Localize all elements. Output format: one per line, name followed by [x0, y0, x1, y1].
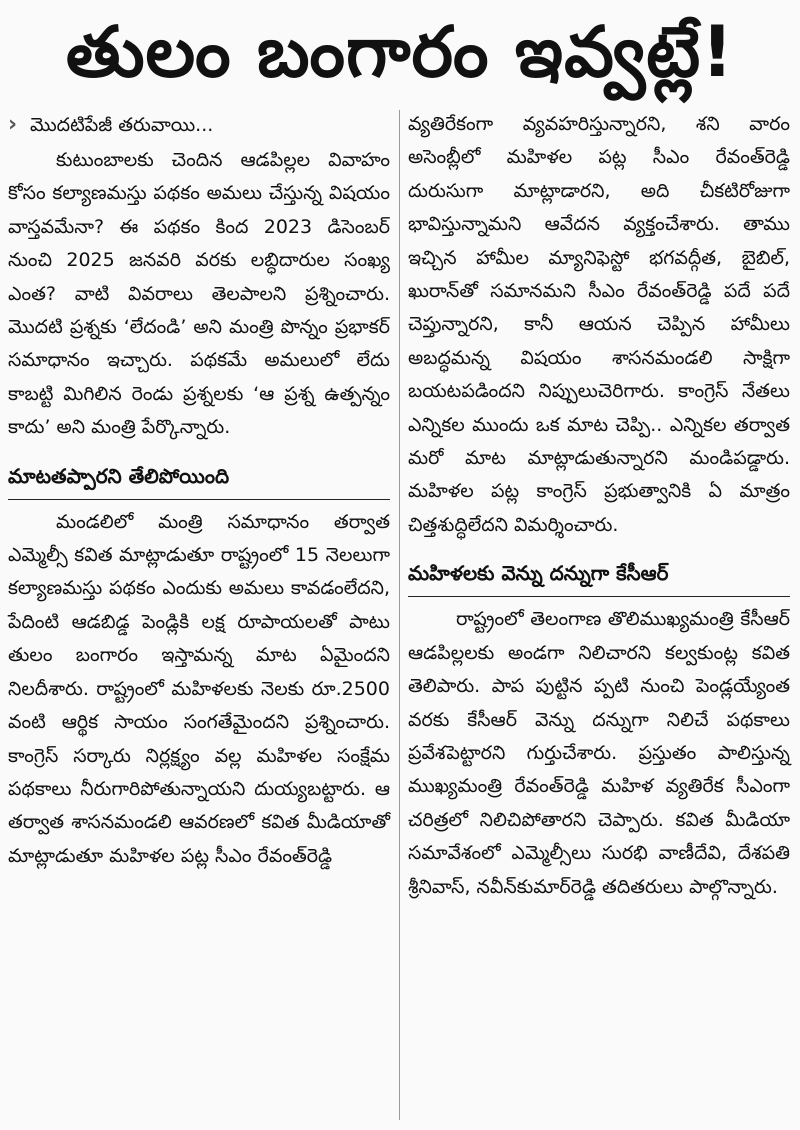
paragraph: కుటుంబాలకు చెందిన ఆడపిల్లల వివాహం కోసం కల్యాణమస్తు పథకం అమలు చేస్తున్న విషయం వాస్తవమేనా? ఈ పథకం కింద 2023 డిసెంబర్ నుంచి 2025 జనవరి వరకు లబ్ధిదారుల సంఖ్య ఎంత? వాటి వివరాలు తెలపాలని ప్రశ్నించారు. మొదటి ప్రశ్నకు ‘లేదండి’ అని మంత్రి పొన్నం ప్రభాకర్ సమాధానం ఇచ్చారు. పథకమే అమలులో లేదు కాబట్టి మిగిలిన రెండు ప్రశ్నలకు ‘ఆ ప్రశ్న ఉత్పన్నం కాదు’ అని మంత్రి పేర్కొన్నారు.: [8, 149, 390, 439]
right-column: [408, 108, 790, 904]
paragraph: మండలిలో మంత్రి సమాధానం తర్వాత ఎమ్మెల్సీ కవిత మాట్లాడుతూ రాష్ట్రంలో 15 నెలలుగా కల్యాణమస్తు పథకం ఎందుకు అమలు కావడంలేదని, పేదింటి ఆడబిడ్డ పెండ్లికి లక్ష రూపాయలతో పాటు తులం బంగారం ఇస్తామన్న మాట ఏమైందని నిలదీశారు. రాష్ట్రంలో మహిళలకు నెలకు రూ.2500 వంటి ఆర్థిక సాయం సంగతేమైందని ప్రశ్నించారు. కాంగ్రెస్ సర్కారు నిర్లక్ష్యం వల్ల మహిళల సంక్షేమ పథకాలు నీరుగారిపోతున్నాయని దుయ్యబట్టారు. ఆ తర్వాత శాసనమండలి ఆవరణలో కవిత మీడియాతో మాట్లాడుతూ మహిళల పట్ల సీఎం రేవంత్‌రెడ్డి: [8, 510, 390, 867]
continuation-label: మొదటిపేజీ తరువాయి...: [30, 114, 214, 136]
left-column: [8, 108, 390, 873]
paragraph: రాష్ట్రంలో తెలంగాణ తొలిముఖ్యమంత్రి కేసీఆర్ ఆడపిల్లలకు అండగా నిలిచారని కల్వకుంట్ల కవిత తెలిపారు. పాప పుట్టిన ప్పటి నుంచి పెండ్లయ్యేంత వరకు కేసీఆర్ వెన్ను దన్నుగా నిలిచే పథకాలు ప్రవేశపెట్టారని గుర్తుచేశారు. ప్రస్తుతం పాలిస్తున్న ముఖ్యమంత్రి రేవంత్‌రెడ్డి మహిళ వ్యతిరేక సీఎంగా చరిత్రలో నిలిచిపోతారని చెప్పారు. కవిత మీడియా సమావేశంలో ఎమ్మెల్సీలు సురభి వాణీదేవి, దేశపతి శ్రీనివాస్, నవీన్‌కుమార్‌రెడ్డి తదితరులు పాల్గొన్నారు.: [408, 608, 790, 898]
paragraph: వ్యతిరేకంగా వ్యవహరిస్తున్నారని, శని వారం అసెంబ్లీలో మహిళల పట్ల సీఎం రేవంత్‌రెడ్డి దురుసుగా మాట్లాడారని, అది చీకటిరోజుగా భావిస్తున్నామని ఆవేదన వ్యక్తంచేశారు. తాము ఇచ్చిన హామీల మ్యానిఫెస్టో భగవద్గీత, బైబిల్, ఖురాన్‌తో సమానమని సీఎం రేవంత్‌రెడ్డి పదే పదే చెప్తున్నారని, కానీ ఆయన చెప్పిన హామీలు అబద్ధమన్న విషయం శాసనమండలి సాక్షిగా బయటపడిందని నిప్పులుచెరిగారు. కాంగ్రెస్ నేతలు ఎన్నికల ముందు ఒక మాట చెప్పి.. ఎన్నికల తర్వాత మరో మాట మాట్లాడుతున్నారని మండిపడ్డారు. మహిళల పట్ల కాంగ్రెస్ ప్రభుత్వానికి ఏ మాత్రం చిత్తశుద్ధిలేదని విమర్శించారు.: [408, 113, 790, 536]
subheading: మాటతప్పారని తేలిపోయింది: [8, 445, 390, 500]
continuation-marker: [8, 108, 390, 142]
subheading: మహిళలకు వెన్ను దన్నుగా కేసీఆర్: [408, 542, 790, 597]
headline: తులం బంగారం ఇవ్వట్లే!: [65, 11, 735, 93]
column-divider: [399, 110, 400, 1120]
chevron-right-icon: ›: [8, 112, 18, 137]
